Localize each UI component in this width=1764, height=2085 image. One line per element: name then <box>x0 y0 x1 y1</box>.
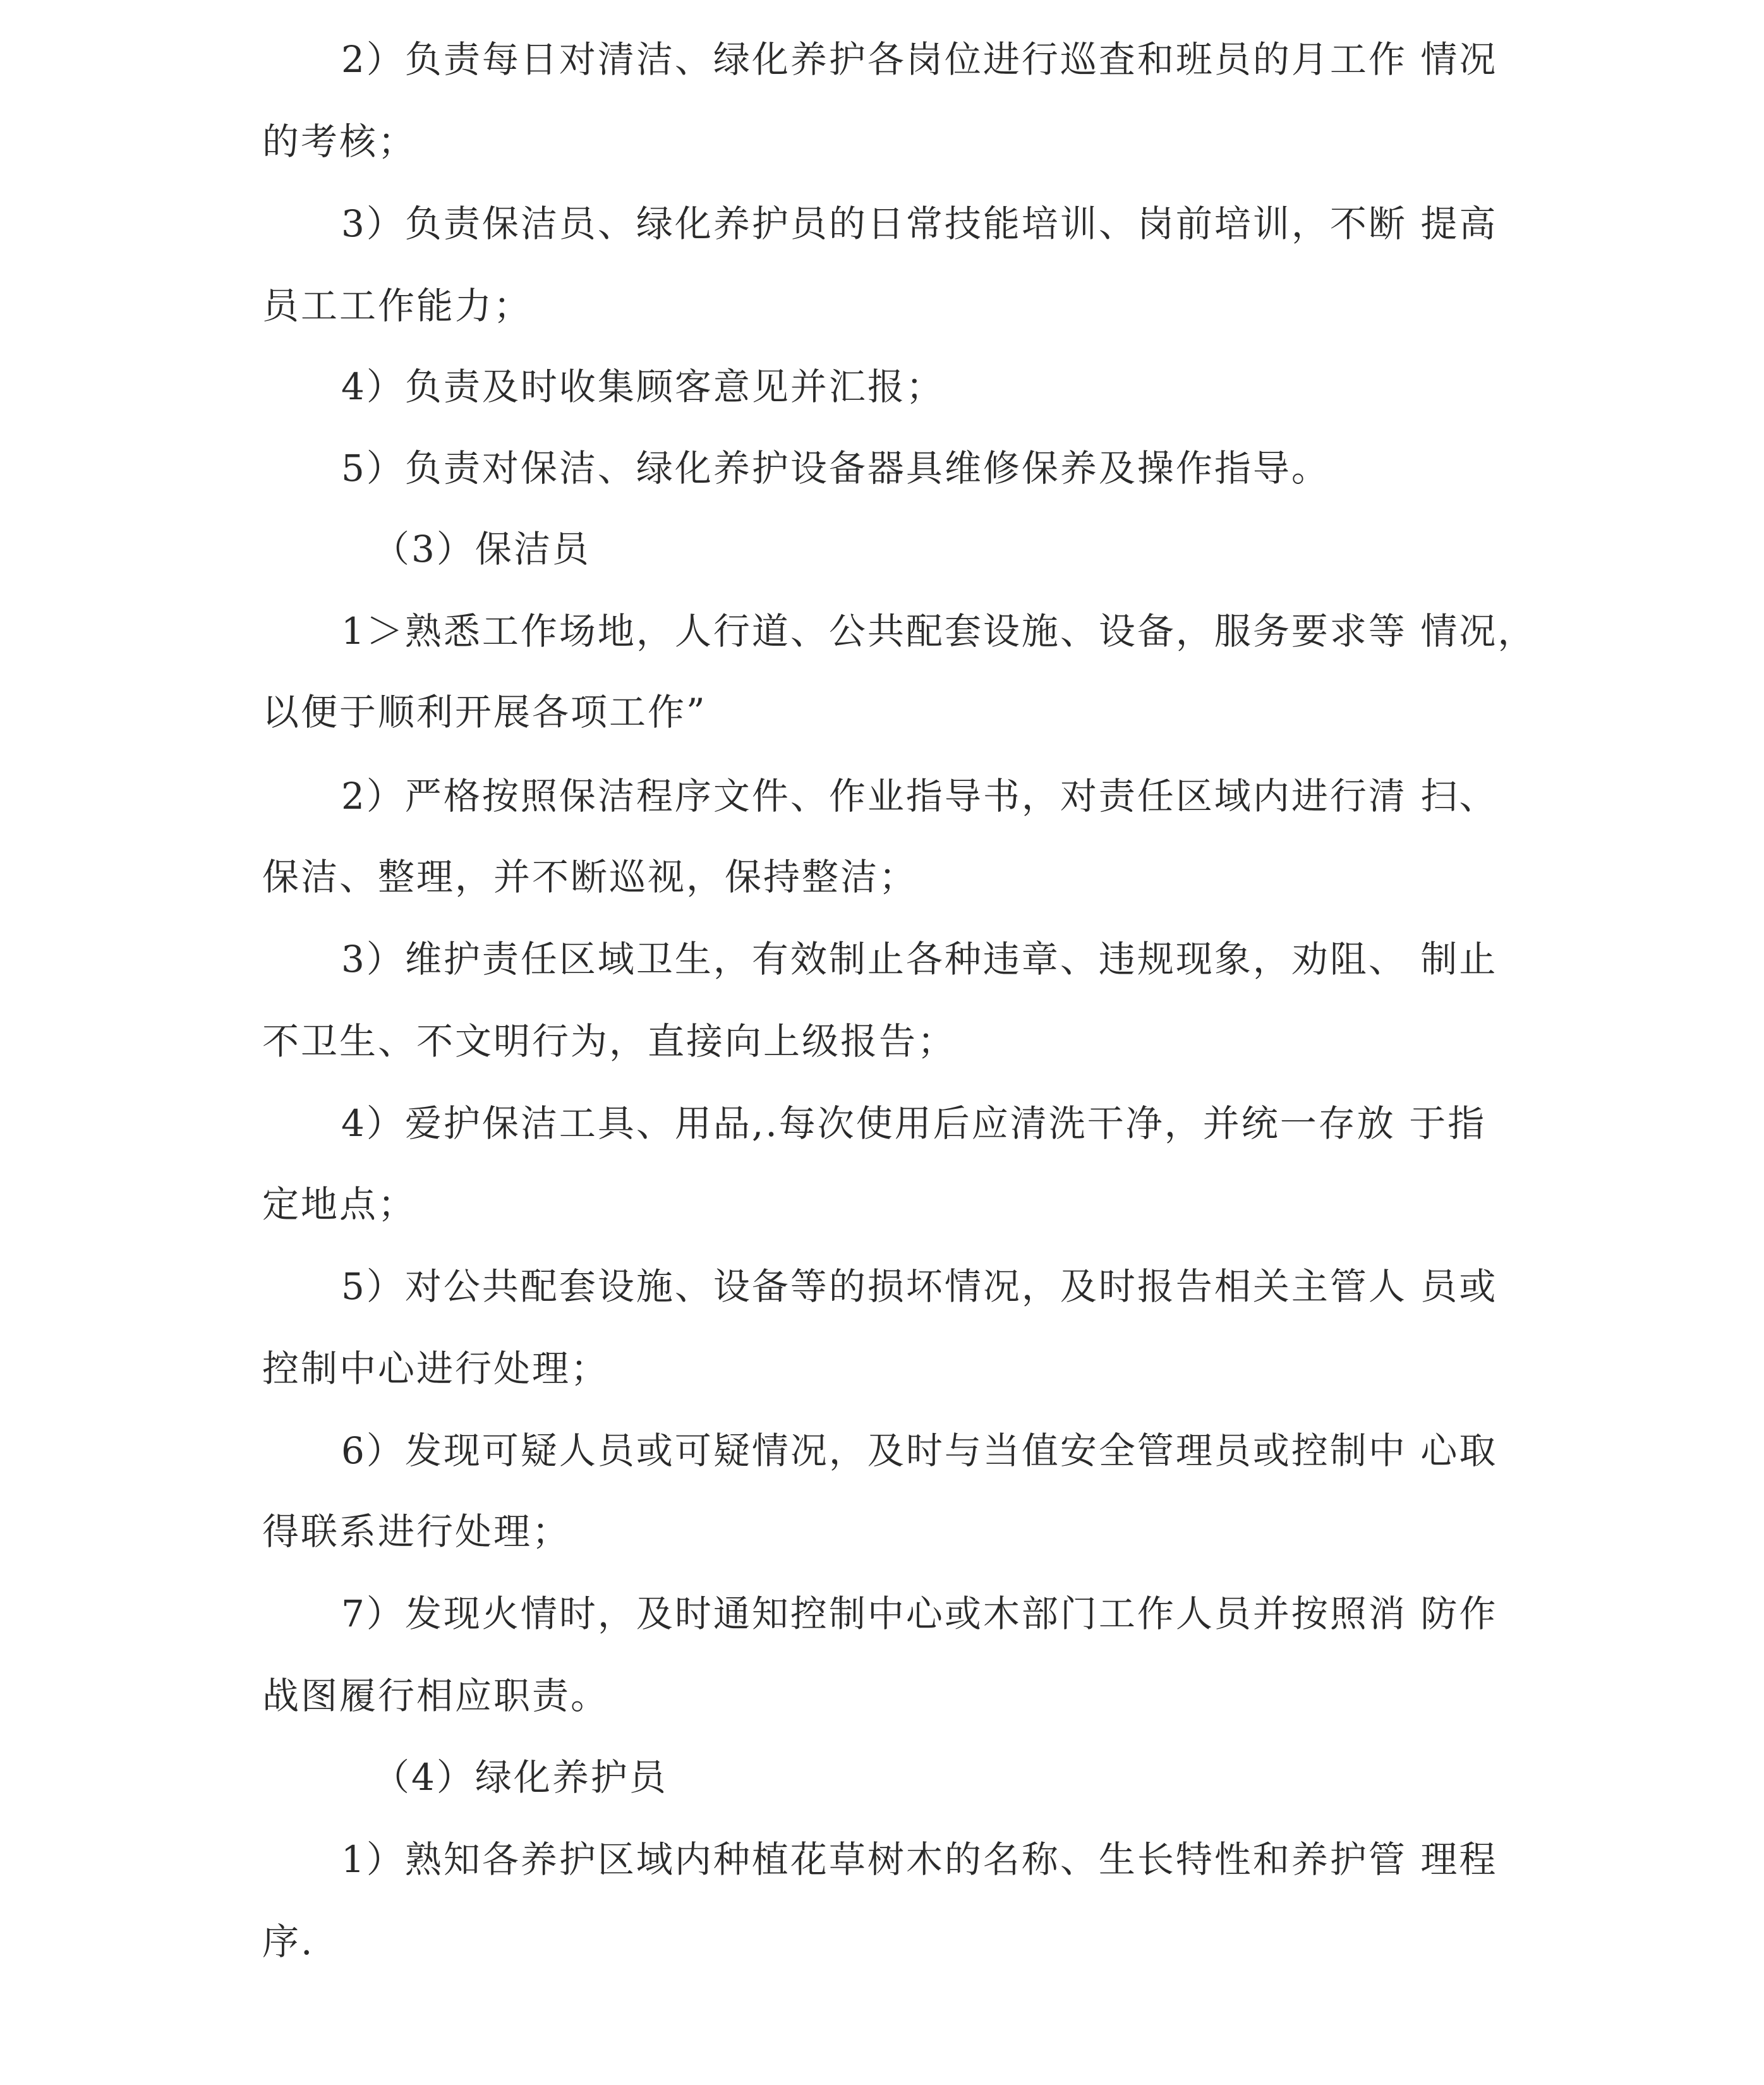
text-line: 1）熟知各养护区域内种植花草树木的名称、生长特性和养护管 理程 <box>341 1838 1498 1881</box>
text-line: 定地点； <box>262 1183 417 1226</box>
text-line: 控制中心进行处理； <box>262 1347 610 1390</box>
text-line: 4）负责及时收集顾客意见并汇报； <box>341 365 945 408</box>
text-line: 2）严格按照保洁程序文件、作业指导书，对责任区域内进行清 扫、 <box>341 775 1498 818</box>
text-line: 6）发现可疑人员或可疑情况，及时与当值安全管理员或控制中 心取 <box>341 1429 1498 1472</box>
text-line: 不卫生、不文明行为，直接向上级报告； <box>262 1020 957 1063</box>
text-line: 得联系进行处理； <box>262 1510 571 1553</box>
text-line: 序. <box>262 1920 315 1963</box>
section-heading: （3）保洁员 <box>373 528 591 571</box>
text-line: 战图履行相应职责。 <box>262 1674 610 1717</box>
text-line: 3）维护责任区域卫生，有效制止各种违章、违规现象，劝阻、 制止 <box>341 938 1498 981</box>
text-line: 5）对公共配套设施、设备等的损坏情况，及时报告相关主管人 员或 <box>341 1265 1498 1308</box>
text-line: 3）负责保洁员、绿化养护员的日常技能培训、岗前培训，不断 提高 <box>341 202 1498 245</box>
text-line: 员工工作能力； <box>262 284 533 327</box>
text-line: 2）负责每日对清洁、绿化养护各岗位进行巡査和班员的月工作 情况 <box>341 38 1498 81</box>
text-line: 的考核； <box>262 120 417 163</box>
text-line: 保洁、整理，并不断巡视，保持整洁； <box>262 855 918 898</box>
text-line: 7）发现火情时，及时通知控制中心或木部门工作人员并按照消 防作 <box>341 1592 1498 1635</box>
text-line: 4）爱护保洁工具、用品,.每次使用后应清洗干净，并统一存放 于指 <box>341 1102 1487 1145</box>
section-heading: （4）绿化养护员 <box>373 1756 668 1799</box>
text-line: 以便于顺利开展各项工作” <box>262 691 707 734</box>
text-line: 1＞熟悉工作场地，人行道、公共配套设施、设备，服务要求等 情况， <box>341 610 1537 653</box>
text-line: 5）负责对保洁、绿化养护设备器具维修保养及操作指导。 <box>341 447 1330 490</box>
